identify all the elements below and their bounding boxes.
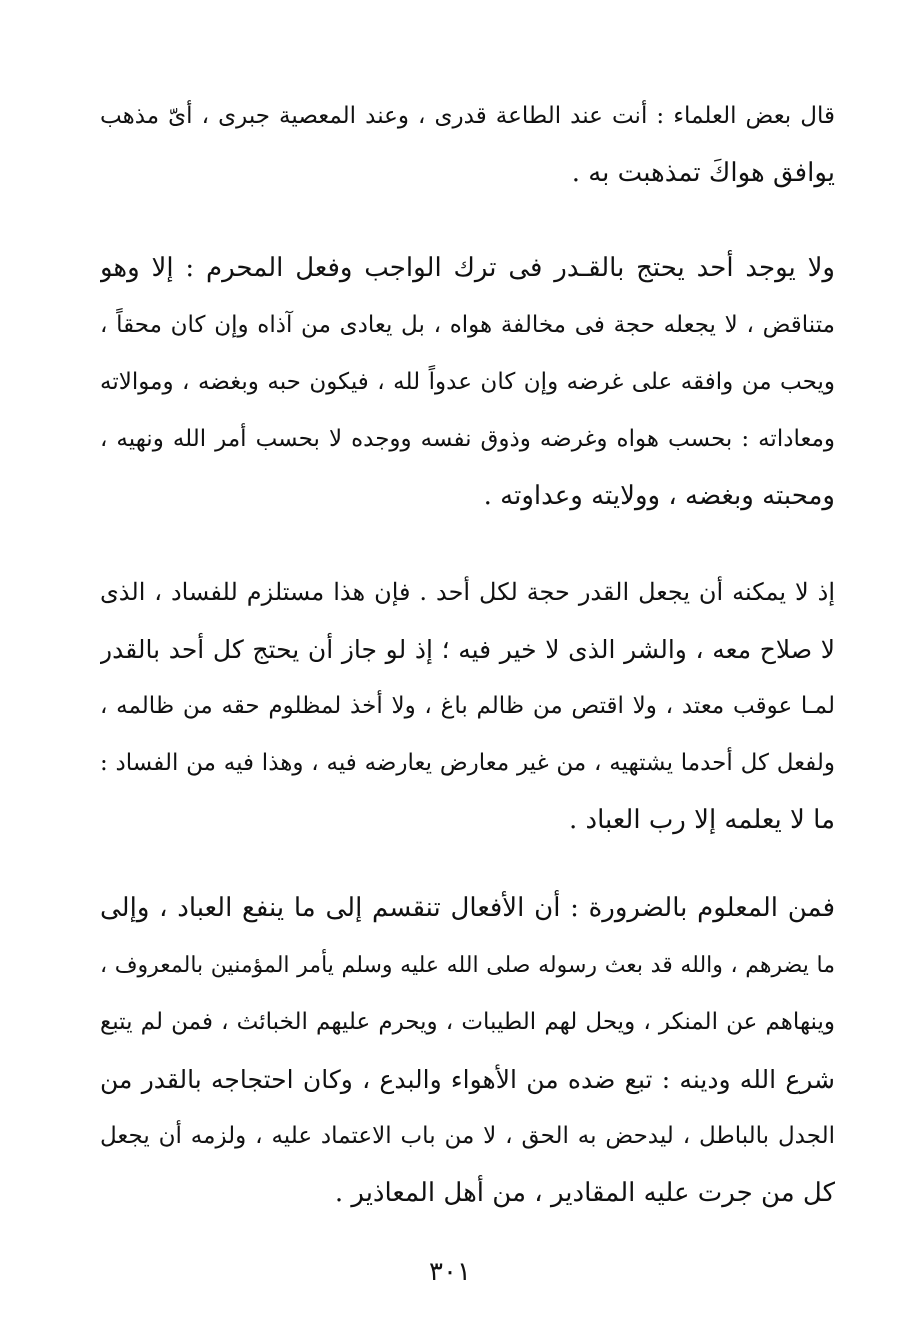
paragraph-line: ولا يوجد أحد يحتج بالقـدر فى ترك الواجب وفعل المحرم : إلا وهو <box>100 253 835 283</box>
paragraph-line: وينهاهم عن المنكر ، ويحل لهم الطيبات ، ويحرم عليهم الخبائث ، فمن لم يتبع <box>100 1009 835 1035</box>
paragraph-line: ويحب من وافقه على غرضه وإن كان عدواً لله ، فيكون حبه وبغضه ، وموالاته <box>100 369 835 395</box>
paragraph-line: ما لا يعلمه إلا رب العباد . <box>568 805 835 835</box>
paragraph-line: كل من جرت عليه المقادير ، من أهل المعاذير . <box>334 1178 835 1208</box>
paragraph-line: ولفعل كل أحدما يشتهيه ، من غير معارض يعارضه فيه ، وهذا فيه من الفساد : <box>100 750 835 776</box>
paragraph-line: متناقض ، لا يجعله حجة فى مخالفة هواه ، بل يعادى من آذاه وإن كان محقاً ، <box>100 312 835 338</box>
paragraph-4 <box>100 880 835 1222</box>
paragraph-line: لا صلاح معه ، والشر الذى لا خير فيه ؛ إذ لو جاز أن يحتج كل أحد بالقدر <box>100 635 835 664</box>
paragraph-line: ومعاداته : بحسب هواه وغرضه وذوق نفسه ووجده لا بحسب أمر الله ونهيه ، <box>100 426 835 452</box>
paragraph-line: الجدل بالباطل ، ليدحض به الحق ، لا من باب الاعتماد عليه ، ولزمه أن يجعل <box>100 1123 835 1149</box>
paragraph-line: شرع الله ودينه : تبع ضده من الأهواء والبدع ، وكان احتجاجه بالقدر من <box>100 1065 835 1094</box>
paragraph-3 <box>100 564 835 849</box>
paragraph-line: يوافق هواكَ تمذهبت به . <box>571 158 835 188</box>
paragraph-2 <box>100 240 835 525</box>
paragraph-line: ما يضرهم ، والله قد بعث رسوله صلى الله عليه وسلم يأمر المؤمنين بالمعروف ، <box>100 953 835 978</box>
paragraph-1 <box>100 88 835 202</box>
paragraph-line: إذ لا يمكنه أن يجعل القدر حجة لكل أحد . فإن هذا مستلزم للفساد ، الذى <box>100 578 835 606</box>
page-number: ٣٠١ <box>429 1257 471 1287</box>
paragraph-line: قال بعض العلماء : أنت عند الطاعة قدرى ، وعند المعصية جبرى ، أىّ مذهب <box>100 103 835 129</box>
paragraph-line: فمن المعلوم بالضرورة : أن الأفعال تنقسم إلى ما ينفع العباد ، وإلى <box>100 893 835 923</box>
paragraph-line: لمـا عوقب معتد ، ولا اقتص من ظالم باغ ، ولا أخذ لمظلوم حقه من ظالمه ، <box>100 693 835 719</box>
paragraph-line: ومحبته وبغضه ، وولايته وعداوته . <box>483 481 835 511</box>
